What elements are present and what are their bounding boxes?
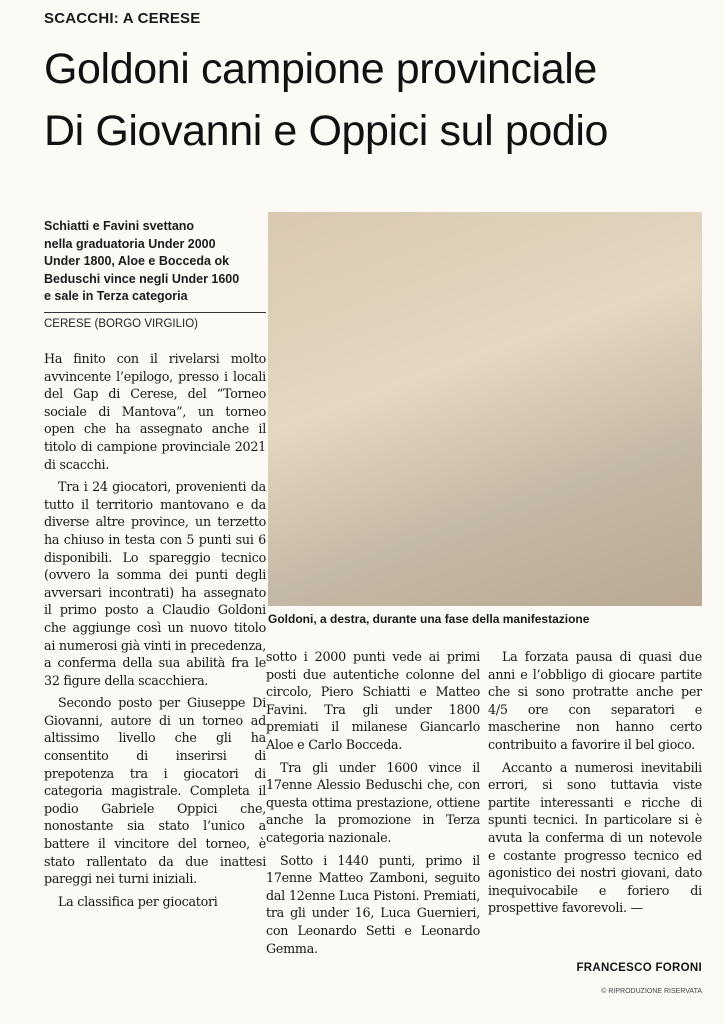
headline-line-2: Di Giovanni e Oppici sul podio [44,107,609,155]
paragraph: Ha finito con il rivelarsi molto avvincente l’epilogo, presso i locali del Gap di Cerese, del “Torneo sociale di Mantova”, un torneo open che ha assegnato anche il titolo di campione provinciale 2021 di scacchi. [44,351,266,472]
dateline: CERESE (BORGO VIRGILIO) [44,318,198,330]
deck-line: Beduschi vince negli Under 1600 [44,271,240,286]
article-column-3 [488,648,702,922]
paragraph: Secondo posto per Giuseppe Di Giovanni, autore di un torneo ad altissimo livello che gli ha consentito di inserirsi di prepotenza tra i giocatori di categoria magistrale. Completa il podio Gabriele Oppici che, nonostante sia stato l’unico a battere il vincitore del torneo, è stato rallentato da due inattesi pareggi nei turni iniziali. [44,695,266,887]
paragraph: La forzata pausa di quasi due anni e l’obbligo di giocare partite che si sono protratte anche per 4/5 ore con separatori e mascherine non hanno certo contribuito a favorire il bel gioco. [488,649,702,752]
divider [44,312,266,313]
deck-line: Under 1800, Aloe e Bocceda ok [44,254,230,268]
deck-line: e sale in Terza categoria [44,289,188,303]
headline [44,38,714,162]
headline-line-1: Goldoni campione provinciale [44,45,597,93]
subheadline-deck [44,218,266,306]
article-photo [268,212,702,606]
photo-caption: Goldoni, a destra, durante una fase della manifestazione [268,612,590,626]
deck-line: nella graduatoria Under 2000 [44,236,216,251]
paragraph: Tra i 24 giocatori, provenienti da tutto il territorio mantovano e da diverse altre province, un terzetto ha chiuso in testa con 5 punti sui 6 disponibili. Lo spareggio tecnico (ovvero la somma dei punti degli avversari incontrati) ha assegnato il primo posto a Claudio Goldoni che aggiunge così un nuovo titolo ai numerosi già vinti in precedenza, a conferma della sua abilità fra le 32 figure della scacchiera. [44,479,266,688]
paragraph: Accanto a numerosi inevitabili errori, si sono tuttavia viste partite interessanti e ricche di spunti tecnici. In particolare si è avuta la conferma di un notevole e costante progresso tecnico ed agonistico dei nostri giovani, dato inequivocabile e foriero di prospettive favorevoli. — [488,759,702,916]
section-kicker: SCACCHI: A CERESE [44,10,201,27]
article-column-1 [44,350,266,915]
paragraph: La classifica per giocatori [58,893,218,909]
byline: FRANCESCO FORONI [576,962,702,974]
article-column-2 [266,648,480,962]
paragraph: sotto i 2000 punti vede ai primi posti due autentiche colonne del circolo, Piero Schiatti e Matteo Favini. Tra gli under 1800 premiati il milanese Giancarlo Aloe e Carlo Bocceda. [266,649,480,752]
copyright-notice: © RIPRODUZIONE RISERVATA [601,988,702,995]
deck-line: Schiatti e Favini svettano [44,219,195,233]
paragraph: Sotto i 1440 punti, primo il 17enne Matteo Zamboni, seguito dal 12enne Luca Pistoni. Premiati, tra gli under 16, Luca Guernieri, con Leonardo Setti e Leonardo Gemma. [266,852,480,956]
paragraph: Tra gli under 1600 vince il 17enne Alessio Beduschi che, con questa ottima prestazione, ottiene anche la promozione in Terza categoria nazionale. [266,759,480,845]
